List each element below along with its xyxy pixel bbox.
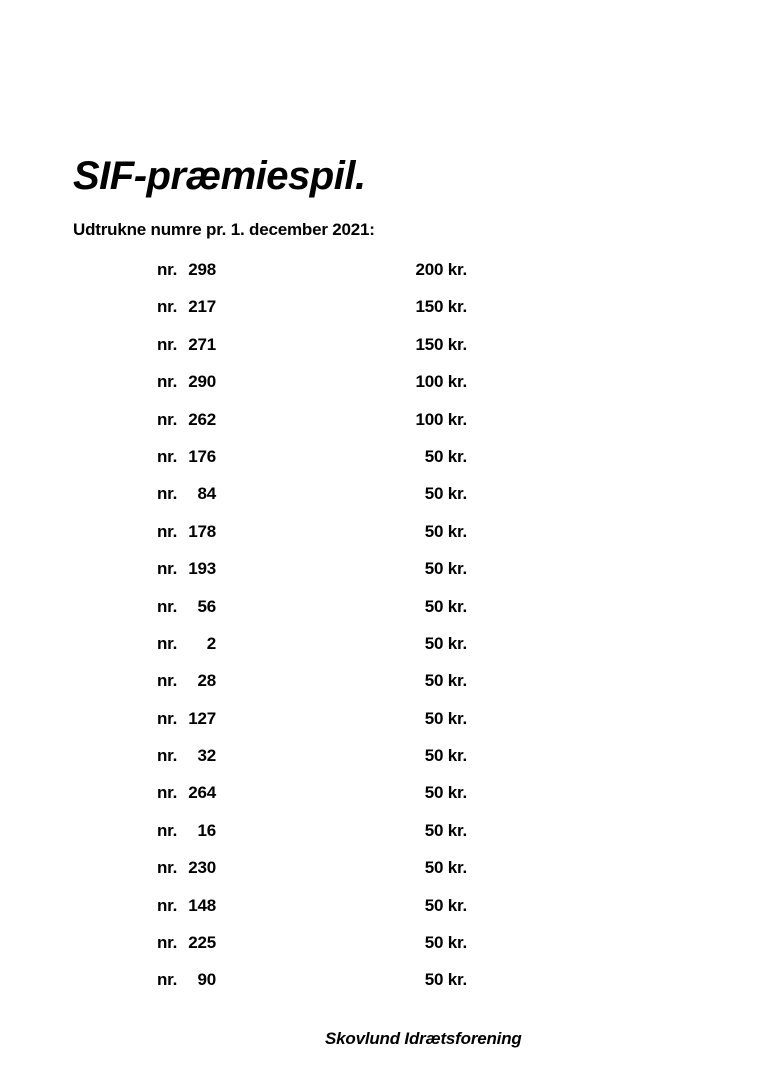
draw-row <box>0 480 766 517</box>
drawn-number: 193 <box>188 559 216 579</box>
number-prefix: nr. <box>157 633 178 653</box>
prize-amount: 50 kr. <box>424 671 467 691</box>
prize-amount: 200 kr. <box>415 260 467 279</box>
drawn-number: 127 <box>188 708 216 728</box>
number-prefix: nr. <box>157 521 178 541</box>
draw-row <box>0 331 766 368</box>
prize-amount: 50 kr. <box>424 858 467 878</box>
drawn-number: 217 <box>188 297 216 317</box>
drawn-number: 230 <box>188 858 216 878</box>
draw-row <box>0 742 766 779</box>
prize-amount: 50 kr. <box>424 933 467 953</box>
number-prefix: nr. <box>157 708 178 728</box>
drawn-number: 84 <box>197 484 216 504</box>
prize-amount: 150 kr. <box>415 334 467 354</box>
prize-amount: 50 kr. <box>424 521 467 541</box>
drawn-number: 290 <box>188 372 216 392</box>
prize-amount: 50 kr. <box>424 708 467 728</box>
prize-amount: 50 kr. <box>424 820 467 840</box>
draw-row <box>0 892 766 929</box>
draw-row <box>0 854 766 891</box>
draw-row <box>0 705 766 742</box>
number-prefix: nr. <box>157 334 178 354</box>
drawn-number: 32 <box>197 746 216 766</box>
draw-list <box>0 256 766 1004</box>
number-prefix: nr. <box>157 559 178 579</box>
draw-row <box>0 555 766 592</box>
draw-row <box>0 966 766 1003</box>
prize-amount: 50 kr. <box>424 446 467 466</box>
draw-row <box>0 443 766 480</box>
number-prefix: nr. <box>157 409 178 429</box>
number-prefix: nr. <box>157 820 178 840</box>
number-prefix: nr. <box>157 260 178 279</box>
drawn-number: 178 <box>188 521 216 541</box>
drawn-number: 16 <box>197 820 216 840</box>
prize-amount: 50 kr. <box>424 559 467 579</box>
draw-row <box>0 630 766 667</box>
number-prefix: nr. <box>157 372 178 392</box>
prize-amount: 50 kr. <box>424 783 467 803</box>
page-title: SIF-præmiespil. <box>73 154 366 198</box>
number-prefix: nr. <box>157 484 178 504</box>
drawn-number: 56 <box>197 596 216 616</box>
prize-amount: 50 kr. <box>424 746 467 766</box>
number-prefix: nr. <box>157 895 178 915</box>
drawn-number: 264 <box>188 783 216 803</box>
draw-row <box>0 256 766 293</box>
prize-amount: 150 kr. <box>415 297 467 317</box>
draw-row <box>0 667 766 704</box>
number-prefix: nr. <box>157 970 178 990</box>
drawn-number: 176 <box>188 446 216 466</box>
prize-amount: 50 kr. <box>424 895 467 915</box>
prize-amount: 50 kr. <box>424 633 467 653</box>
number-prefix: nr. <box>157 596 178 616</box>
organization-footer: Skovlund Idrætsforening <box>325 1029 522 1048</box>
drawn-number: 90 <box>197 970 216 990</box>
draw-date-subtitle: Udtrukne numre pr. 1. december 2021: <box>73 220 375 239</box>
drawn-number: 225 <box>188 933 216 953</box>
draw-row <box>0 929 766 966</box>
drawn-number: 148 <box>188 895 216 915</box>
prize-amount: 100 kr. <box>415 372 467 392</box>
drawn-number: 298 <box>188 260 216 279</box>
drawn-number: 262 <box>188 409 216 429</box>
number-prefix: nr. <box>157 671 178 691</box>
number-prefix: nr. <box>157 783 178 803</box>
draw-row <box>0 779 766 816</box>
drawn-number: 2 <box>206 633 216 653</box>
drawn-number: 28 <box>197 671 216 691</box>
number-prefix: nr. <box>157 446 178 466</box>
draw-row <box>0 817 766 854</box>
prize-amount: 100 kr. <box>415 409 467 429</box>
draw-row <box>0 593 766 630</box>
number-prefix: nr. <box>157 933 178 953</box>
prize-amount: 50 kr. <box>424 596 467 616</box>
draw-row <box>0 368 766 405</box>
drawn-number: 271 <box>188 334 216 354</box>
prize-amount: 50 kr. <box>424 970 467 990</box>
number-prefix: nr. <box>157 297 178 317</box>
draw-row <box>0 518 766 555</box>
number-prefix: nr. <box>157 746 178 766</box>
prize-amount: 50 kr. <box>424 484 467 504</box>
number-prefix: nr. <box>157 858 178 878</box>
draw-row <box>0 293 766 330</box>
draw-row <box>0 406 766 443</box>
